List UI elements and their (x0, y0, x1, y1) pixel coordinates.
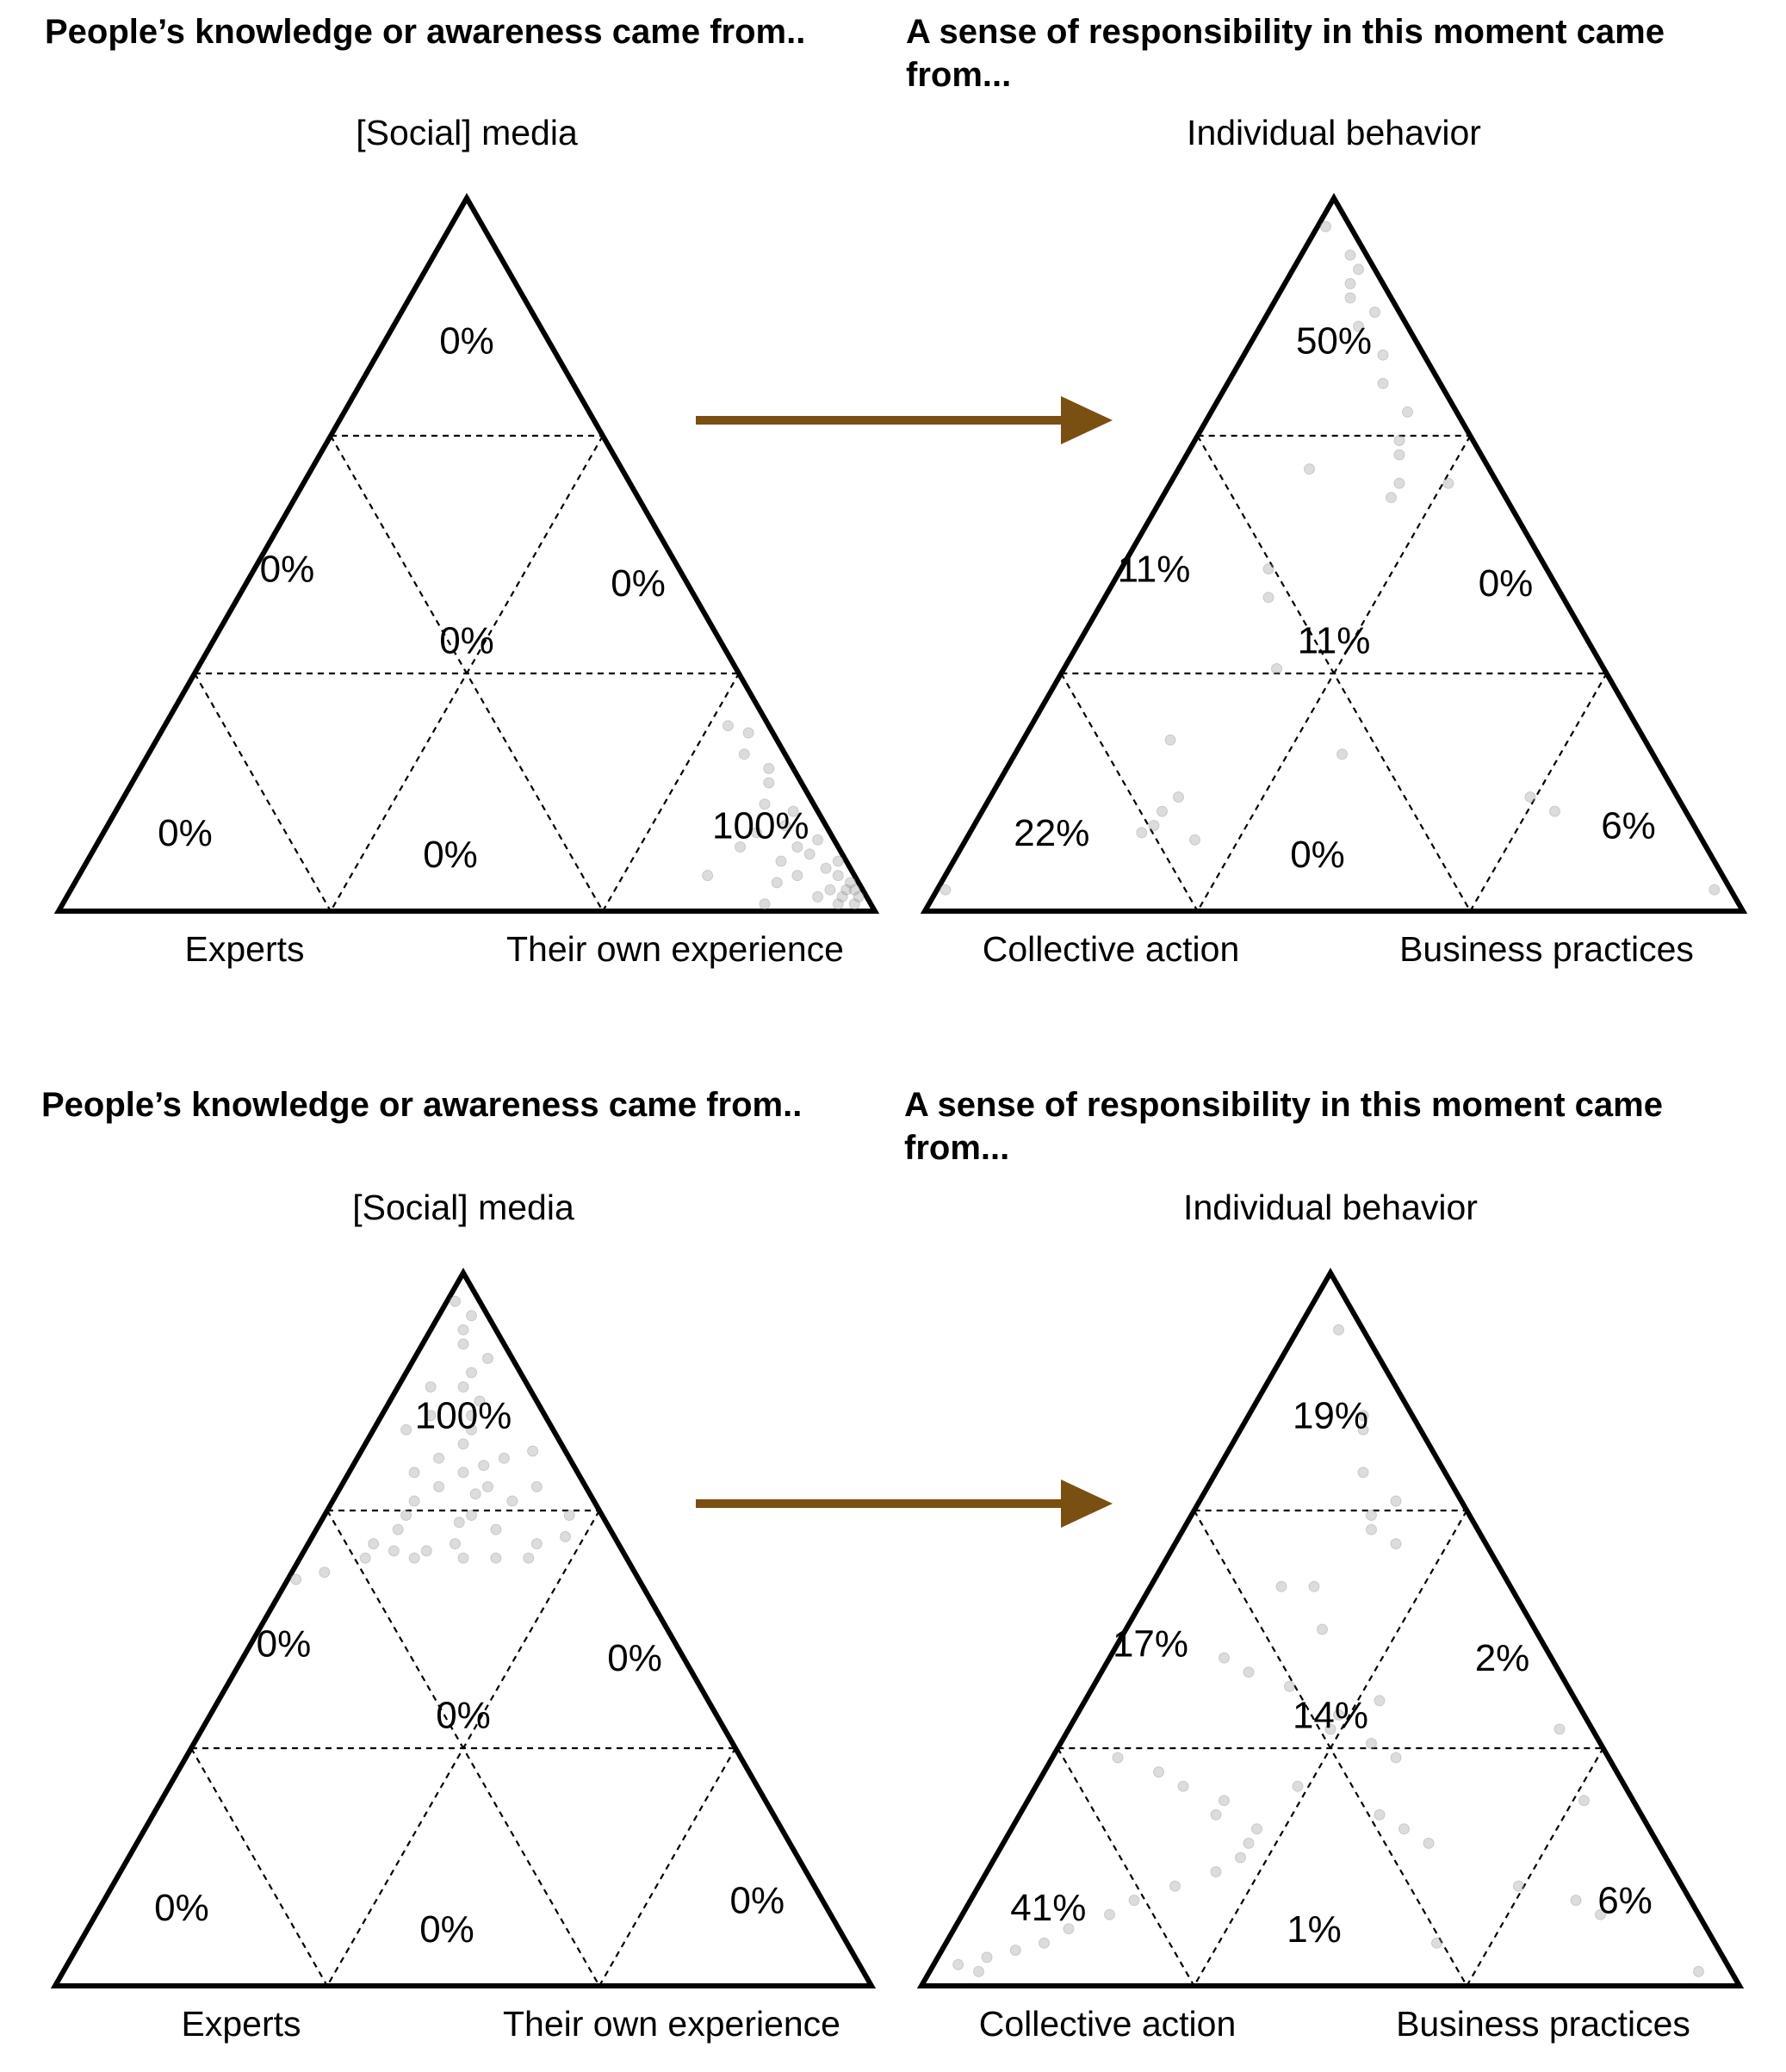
data-point (470, 1489, 481, 1499)
vertex-label-left: Collective action (978, 2004, 1237, 2044)
data-point (1358, 1467, 1368, 1478)
region-label-upper-left: 0% (259, 548, 315, 591)
data-point (1370, 307, 1380, 318)
data-point (1391, 1539, 1401, 1549)
data-point (1345, 278, 1355, 288)
data-point (1378, 350, 1388, 360)
data-point (1394, 436, 1405, 446)
data-point (1554, 1724, 1565, 1734)
region-label-upper-right: 0% (1478, 562, 1534, 605)
data-point (1154, 1767, 1164, 1777)
data-point (722, 721, 733, 731)
data-point (401, 1511, 412, 1521)
data-point (450, 1296, 461, 1306)
data-point (524, 1553, 534, 1563)
data-point (467, 1511, 477, 1521)
vertex-label-left: Experts (181, 2004, 301, 2044)
data-point (1403, 406, 1413, 417)
region-label-left: 0% (158, 811, 213, 854)
data-point (813, 834, 823, 845)
region-label-bottom: 0% (1290, 833, 1345, 876)
data-point (1321, 221, 1331, 232)
region-label-upper-left: 17% (1112, 1622, 1189, 1666)
data-point (369, 1539, 379, 1549)
data-point (1579, 1796, 1590, 1806)
data-point (1378, 378, 1388, 388)
data-point (482, 1481, 493, 1492)
data-point (1391, 1496, 1401, 1506)
region-label-left: 0% (154, 1886, 209, 1929)
data-point (409, 1496, 419, 1506)
data-point (772, 878, 782, 888)
data-point (1386, 493, 1397, 503)
data-point (467, 1311, 477, 1321)
region-label-right: 0% (729, 1879, 785, 1922)
data-point (360, 1553, 370, 1563)
data-point (1178, 1781, 1188, 1791)
data-point (1432, 1938, 1442, 1948)
data-point (450, 1539, 461, 1549)
grid-line-3 (1467, 1748, 1603, 1986)
data-point (1394, 450, 1405, 460)
data-point (421, 1546, 431, 1556)
vertex-label-left: Collective action (982, 929, 1240, 969)
data-point (1694, 1966, 1704, 1976)
data-point (1550, 806, 1560, 816)
panel-title-4: A sense of responsibility in this moment came from... (904, 1086, 1663, 1167)
region-label-left: 41% (1010, 1886, 1087, 1929)
flow-arrow-2-head (1061, 1480, 1113, 1528)
data-point (434, 1481, 444, 1492)
data-point (1443, 478, 1454, 488)
region-label-center: 14% (1292, 1694, 1369, 1737)
data-point (804, 849, 815, 859)
region-label-right: 6% (1597, 1879, 1653, 1922)
data-point (739, 749, 749, 760)
region-label-top: 50% (1295, 319, 1373, 363)
data-point (1367, 1511, 1377, 1521)
data-point (849, 884, 859, 895)
data-point (1263, 564, 1274, 574)
data-point (458, 1339, 468, 1349)
data-point (1391, 1753, 1401, 1763)
grid-line-3 (603, 673, 739, 911)
data-point (467, 1368, 477, 1378)
data-point (1334, 1324, 1344, 1335)
data-point (479, 1461, 489, 1471)
data-point (1263, 592, 1274, 603)
data-point (491, 1553, 501, 1563)
data-point (1211, 1867, 1221, 1877)
data-point (388, 1546, 399, 1556)
data-point (1337, 749, 1348, 760)
data-point (1309, 1581, 1319, 1591)
data-point (409, 1467, 419, 1478)
region-label-center: 11% (1297, 619, 1371, 662)
data-point (1190, 834, 1200, 845)
data-point (825, 884, 835, 895)
data-point (401, 1424, 412, 1435)
data-point (531, 1481, 542, 1492)
data-point (507, 1496, 518, 1506)
data-point (1272, 664, 1282, 674)
grid-line-3 (1470, 673, 1606, 911)
vertex-label-right: Their own experience (506, 929, 844, 969)
region-label-upper-left: 0% (256, 1622, 312, 1666)
data-point (1285, 1681, 1295, 1691)
vertex-label-right: Business practices (1399, 929, 1694, 969)
region-label-center: 0% (439, 619, 494, 662)
data-point (482, 1353, 493, 1363)
data-point (1399, 1824, 1410, 1834)
data-point (1236, 1852, 1246, 1863)
region-label-left: 22% (1014, 811, 1090, 854)
grid-line-2 (191, 1748, 327, 1986)
data-point (1157, 806, 1168, 816)
region-label-bottom: 1% (1287, 1908, 1342, 1951)
ternary-chart-2 (925, 113, 1743, 969)
data-point (1571, 1895, 1581, 1906)
ternary-chart-1 (59, 113, 875, 969)
point-group (291, 1296, 575, 1585)
vertex-label-left: Experts (184, 929, 305, 969)
region-label-top: 100% (414, 1394, 512, 1437)
data-point (1165, 735, 1175, 745)
region-label-bottom: 0% (423, 833, 478, 876)
data-point (940, 884, 951, 895)
data-point (1709, 884, 1720, 895)
data-point (458, 1467, 468, 1478)
region-label-right: 6% (1601, 804, 1656, 847)
data-point (982, 1952, 992, 1963)
vertex-label-top: [Social] media (356, 113, 578, 152)
region-label-upper-right: 0% (607, 1637, 662, 1680)
data-point (974, 1966, 984, 1976)
data-point (499, 1453, 509, 1463)
data-point (561, 1531, 571, 1542)
data-point (743, 728, 753, 738)
data-point (1113, 1753, 1123, 1763)
data-point (1293, 1781, 1303, 1791)
flow-arrow-1-head (1061, 396, 1113, 444)
data-point (1345, 250, 1355, 260)
data-point (833, 856, 843, 866)
data-point (953, 1959, 964, 1970)
data-point (1525, 792, 1535, 803)
data-point (1137, 828, 1147, 838)
data-point (1243, 1838, 1254, 1848)
data-point (703, 871, 713, 881)
data-point (454, 1517, 464, 1528)
data-point (393, 1524, 403, 1535)
data-point (1423, 1838, 1434, 1848)
data-point (833, 871, 843, 881)
data-point (1345, 293, 1355, 303)
grid-line-3 (599, 1748, 735, 1986)
data-point (458, 1553, 468, 1563)
data-point (291, 1574, 301, 1585)
data-point (1318, 1624, 1328, 1635)
data-point (1129, 1895, 1139, 1906)
vertex-label-top: Individual behavior (1187, 113, 1481, 152)
region-label-bottom: 0% (419, 1908, 474, 1951)
data-point (1374, 1696, 1385, 1706)
vertex-label-top: Individual behavior (1183, 1188, 1478, 1227)
data-point (1243, 1667, 1254, 1678)
data-point (528, 1446, 538, 1456)
data-point (458, 1439, 468, 1449)
data-point (821, 863, 831, 873)
region-label-right: 100% (712, 804, 809, 847)
grid-line-2 (195, 673, 331, 911)
data-point (1170, 1881, 1181, 1891)
data-point (1514, 1881, 1524, 1891)
data-point (1367, 1524, 1377, 1535)
data-point (1354, 264, 1364, 275)
region-label-center: 0% (436, 1694, 491, 1737)
data-point (1105, 1909, 1115, 1920)
ternary-chart-3 (55, 1188, 871, 2044)
data-point (1305, 464, 1315, 475)
data-point (1252, 1824, 1262, 1834)
data-point (1219, 1796, 1230, 1806)
vertex-label-right: Business practices (1396, 2004, 1690, 2044)
data-point (813, 891, 823, 902)
data-point (1174, 792, 1184, 803)
data-point (776, 856, 786, 866)
data-point (425, 1382, 436, 1393)
panel-title-1: People’s knowledge or awareness came from.. (45, 13, 806, 51)
data-point (1219, 1653, 1230, 1663)
data-point (1394, 478, 1405, 488)
data-point (760, 899, 770, 909)
data-point (792, 871, 803, 881)
data-point (564, 1511, 574, 1521)
data-point (1149, 821, 1159, 831)
data-point (1211, 1809, 1221, 1820)
vertex-label-top: [Social] media (352, 1188, 574, 1227)
data-point (434, 1453, 444, 1463)
region-label-upper-right: 0% (611, 562, 666, 605)
data-point (491, 1524, 501, 1535)
data-point (458, 1324, 468, 1335)
data-point (764, 778, 774, 788)
ternary-chart-4 (921, 1188, 1739, 2044)
region-label-top: 0% (439, 319, 494, 363)
region-label-upper-left: 11% (1117, 548, 1191, 591)
panel-title-2: A sense of responsibility in this moment came from... (906, 13, 1665, 94)
data-point (1276, 1581, 1287, 1591)
panel-title-3: People’s knowledge or awareness came from.. (41, 1086, 803, 1124)
data-point (409, 1553, 419, 1563)
data-point (849, 899, 859, 909)
data-point (458, 1382, 468, 1393)
data-point (1374, 1809, 1385, 1820)
data-point (1010, 1945, 1020, 1956)
region-label-upper-right: 2% (1474, 1637, 1530, 1680)
data-point (1039, 1938, 1050, 1948)
data-point (531, 1539, 542, 1549)
vertex-label-right: Their own experience (503, 2004, 840, 2044)
data-point (764, 763, 774, 773)
region-label-top: 19% (1292, 1394, 1369, 1437)
data-point (833, 899, 843, 909)
grid-line-2 (1057, 1748, 1194, 1986)
data-point (319, 1567, 330, 1578)
data-point (1367, 1739, 1377, 1749)
